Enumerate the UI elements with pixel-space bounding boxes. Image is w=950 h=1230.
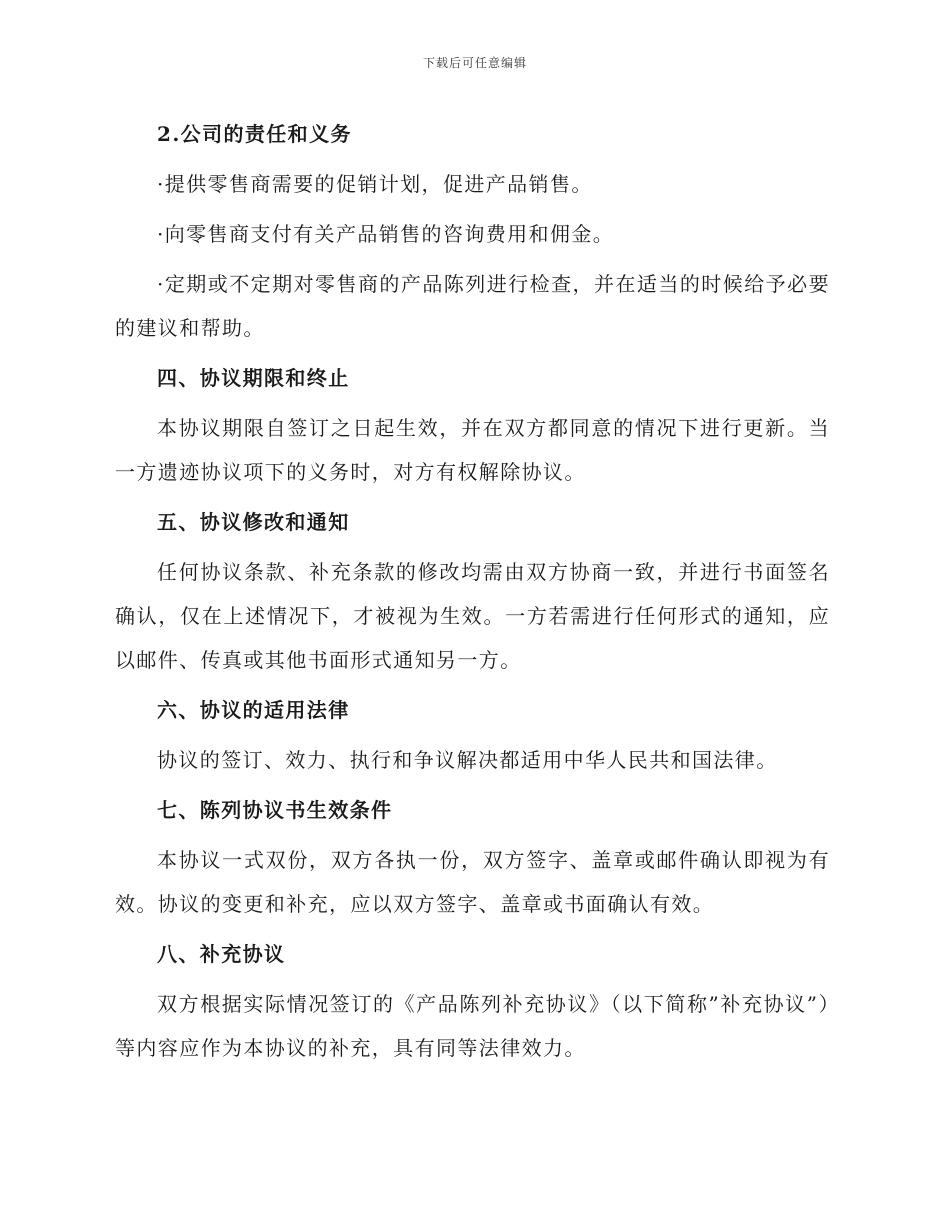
section-title-term: 四、协议期限和终止 — [157, 366, 350, 390]
section-title-law: 六、协议的适用法律 — [157, 698, 350, 722]
bullet-item: ·提供零售商需要的促销计划，促进产品销售。 — [157, 172, 593, 196]
section-title-supplement: 八、补充协议 — [157, 942, 286, 966]
document-body — [115, 112, 830, 1076]
bullet-item: ·定期或不定期对零售商的产品陈列进行检查，并在适当的时候给予必要的建议和帮助。 — [115, 272, 830, 340]
section-body-term: 本协议期限自签订之日起生效，并在双方都同意的情况下进行更新。当一方遗迹协议项下的义务时，对方有权解除协议。 — [115, 416, 830, 484]
bullet-item: ·向零售商支付有关产品销售的咨询费用和佣金。 — [157, 222, 615, 246]
section-title-amendment: 五、协议修改和通知 — [157, 510, 350, 534]
section-title-effective: 七、陈列协议书生效条件 — [157, 798, 393, 822]
section-body-law: 协议的签订、效力、执行和争议解决都适用中华人民共和国法律。 — [157, 748, 778, 772]
section-title-company-duties: 2.公司的责任和义务 — [157, 122, 352, 146]
section-body-effective: 本协议一式双份，双方各执一份，双方签字、盖章或邮件确认即视为有效。协议的变更和补充，应以双方签字、盖章或书面确认有效。 — [115, 848, 830, 916]
page-header: 下载后可任意编辑 — [422, 56, 527, 70]
section-body-supplement: 双方根据实际情况签订的《产品陈列补充协议》（以下简称”补充协议”）等内容应作为本协议的补充，具有同等法律效力。 — [115, 992, 830, 1060]
section-body-amendment: 任何协议条款、补充条款的修改均需由双方协商一致，并进行书面签名确认，仅在上述情况下，才被视为生效。一方若需进行任何形式的通知，应以邮件、传真或其他书面形式通知另一方。 — [115, 560, 830, 672]
